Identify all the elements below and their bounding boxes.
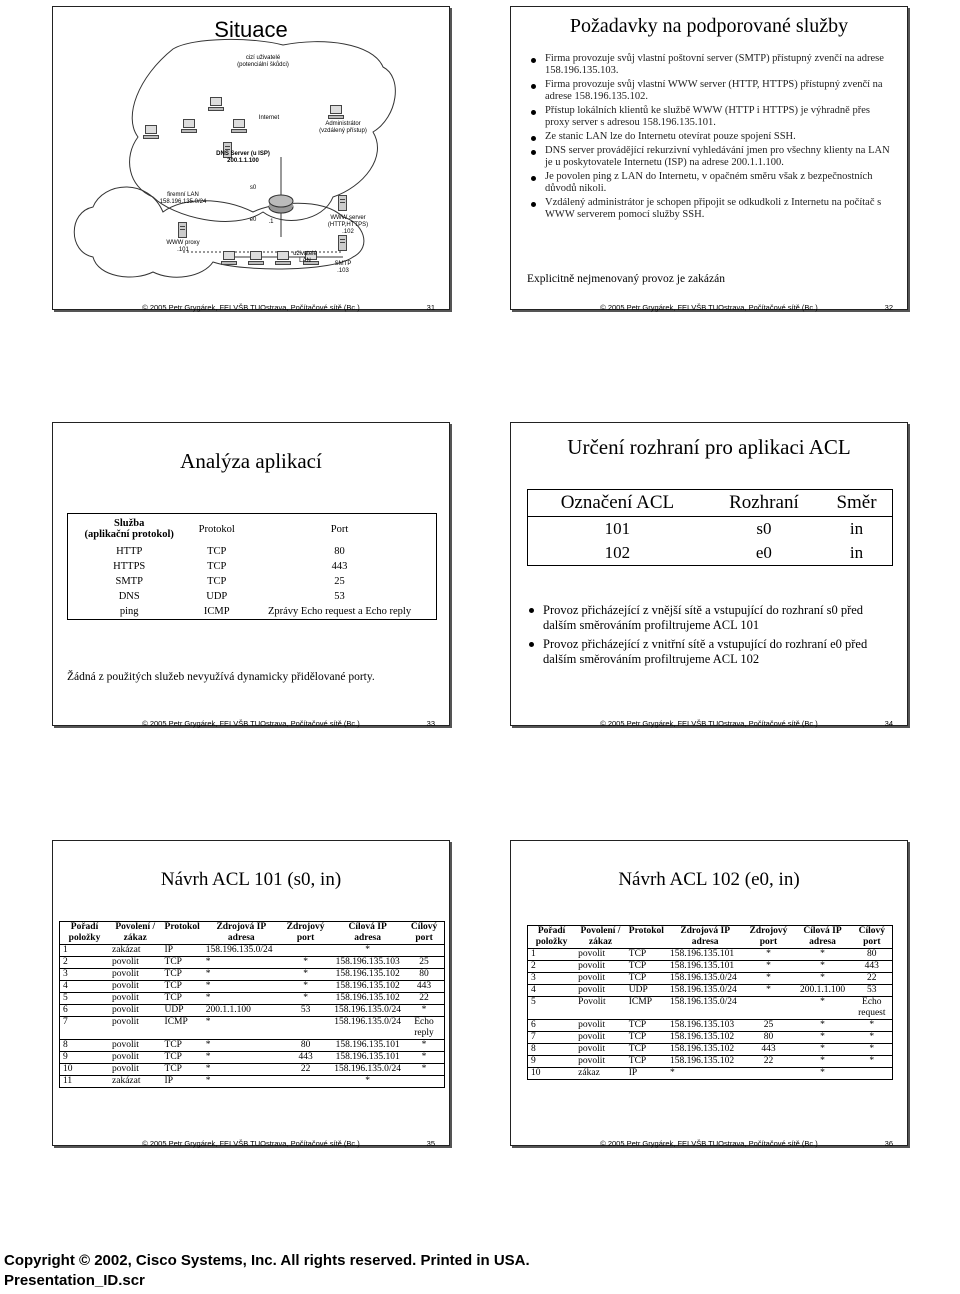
label-dns: DNS Server (u ISP) 200.1.1.100 xyxy=(216,151,270,164)
table-cell: 25 xyxy=(419,957,429,967)
slide-title: Návrh ACL 102 (e0, in) xyxy=(618,869,800,890)
table-cell: povolit xyxy=(112,993,139,1003)
table-cell: 158.196.135.102 xyxy=(335,993,400,1003)
label-e0: e0 xyxy=(249,217,257,223)
table-cell: 1 xyxy=(531,949,536,959)
computer-icon xyxy=(143,125,159,139)
table-cell: HTTP xyxy=(116,546,143,557)
table-row xyxy=(528,1068,893,1080)
slide-title: Analýza aplikací xyxy=(180,449,322,473)
label-www: WWW server (HTTP,HTTPS) .102 xyxy=(327,215,369,235)
table-cell: 8 xyxy=(531,1044,536,1054)
table-cell: 443 xyxy=(298,1052,313,1062)
smtp-server-icon xyxy=(338,235,347,251)
table-cell: IP xyxy=(164,1076,173,1086)
table-row xyxy=(528,1056,893,1068)
column-header: Cílová IP adresa xyxy=(331,922,404,945)
table-cell: UDP xyxy=(206,591,228,602)
table-cell: 10 xyxy=(63,1064,73,1074)
table-cell: TCP xyxy=(164,1064,182,1074)
table-cell: * xyxy=(205,969,211,979)
table-cell: 158.196.135.102 xyxy=(335,969,400,979)
table-cell: 158.196.135.0/24 xyxy=(334,1064,402,1074)
requirements-list xyxy=(529,53,895,223)
slide-number: 35 xyxy=(426,1139,435,1148)
table-cell: * xyxy=(205,957,211,967)
column-header: Port xyxy=(330,523,349,535)
table-cell: povolit xyxy=(578,1032,606,1042)
table-cell: TCP xyxy=(207,576,227,587)
slide-35 xyxy=(52,840,450,1146)
table-cell: 158.196.135.0/24 xyxy=(205,945,273,955)
table-cell: ICMP xyxy=(203,606,230,617)
acl-101-table xyxy=(59,921,445,1088)
computer-icon xyxy=(328,105,344,119)
table-cell: * xyxy=(869,1020,875,1030)
bullet-item: Firma provozuje svůj vlastní WWW server (HTTP, HTTPS) přístupný zvenčí na adrese 158.196.135.102. xyxy=(529,79,895,103)
table-row xyxy=(68,604,437,620)
computer-icon xyxy=(208,97,224,111)
table-cell: 80 xyxy=(334,546,345,557)
network-diagram xyxy=(53,37,451,307)
table-cell: TCP xyxy=(164,993,182,1003)
table-cell: * xyxy=(820,1032,825,1042)
computer-icon xyxy=(221,251,237,265)
table-row xyxy=(68,589,437,604)
table-row xyxy=(528,517,893,542)
footer-copyright: © 2005 Petr Grygárek, FEI VŠB TUOstrava, Počítačové sítě (Bc.) xyxy=(600,719,818,728)
table-cell: * xyxy=(303,981,308,991)
dynamic-ports-note: Žádná z použitých služeb nevyužívá dynamicky přidělované porty. xyxy=(67,671,375,683)
column-header: Pořadí položky xyxy=(528,926,576,949)
table-cell: povolit xyxy=(578,973,606,983)
table-cell: povolit xyxy=(112,1017,139,1027)
table-cell: TCP xyxy=(628,961,647,971)
slide-number: 32 xyxy=(884,303,893,312)
table-cell: * xyxy=(869,1056,875,1066)
table-cell: 5 xyxy=(63,993,68,1003)
table-cell: 22 xyxy=(300,1064,311,1074)
table-cell: 9 xyxy=(531,1056,536,1066)
slide-31 xyxy=(52,6,450,310)
table-cell: in xyxy=(849,543,864,562)
table-cell: * xyxy=(205,1064,211,1074)
table-row xyxy=(60,969,445,981)
column-header: Povolení / zákaz xyxy=(109,922,162,945)
table-row xyxy=(60,1005,445,1017)
table-cell: * xyxy=(766,985,771,995)
bullet-item: Přístup lokálních klientů ke službě WWW (HTTP i HTTPS) je výhradně přes proxy server s adresou 158.196.135.101. xyxy=(529,105,895,129)
table-cell: povolit xyxy=(578,1044,606,1054)
table-cell: HTTPS xyxy=(113,561,146,572)
table-cell: 2 xyxy=(531,961,536,971)
column-header: Zdrojová IP adresa xyxy=(203,922,280,945)
table-cell: * xyxy=(205,981,211,991)
label-proxy: WWW proxy .101 xyxy=(166,240,200,253)
table-cell: povolit xyxy=(578,961,606,971)
footer-copyright: © 2005 Petr Grygárek, FEI VŠB TUOstrava, Počítačové sítě (Bc.) xyxy=(142,719,360,728)
table-cell xyxy=(743,1068,793,1080)
table-cell: povolit xyxy=(578,1020,606,1030)
table-cell: povolit xyxy=(112,1005,139,1015)
application-table xyxy=(67,513,437,620)
table-cell: 25 xyxy=(334,576,345,587)
slide-title: Situace xyxy=(214,17,288,42)
table-cell: in xyxy=(849,519,864,538)
slide-title: Požadavky na podporované služby xyxy=(569,15,849,37)
label-admin: Administrátor (vzdálený přístup) xyxy=(319,121,367,134)
table-cell: povolit xyxy=(112,1040,139,1050)
table-cell: TCP xyxy=(628,949,647,959)
table-cell: * xyxy=(421,1005,427,1015)
table-cell: * xyxy=(669,1068,675,1078)
table-row xyxy=(68,544,437,559)
table-cell: UDP xyxy=(628,985,648,995)
bullet-item: Provoz přicházející z vnější sítě a vstupující do rozhraní s0 před dalším směrováním profiltrujeme ACL 101 xyxy=(527,603,895,633)
table-cell: * xyxy=(766,973,771,983)
table-cell: TCP xyxy=(164,957,182,967)
table-cell: TCP xyxy=(207,561,227,572)
table-cell: * xyxy=(766,949,771,959)
table-row xyxy=(60,1017,445,1040)
label-cizi: cizí uživatelé (potenciální škůdci) xyxy=(237,55,289,68)
table-cell xyxy=(852,1068,893,1080)
table-cell: 11 xyxy=(63,1076,73,1086)
table-cell: 101 xyxy=(604,519,631,538)
table-row xyxy=(60,945,445,957)
www-server-icon xyxy=(338,195,347,211)
table-row xyxy=(60,1076,445,1088)
computer-icon xyxy=(231,119,247,133)
slide-number: 33 xyxy=(426,719,435,728)
table-cell: * xyxy=(421,1040,427,1050)
table-cell: 158.196.135.103 xyxy=(669,1020,735,1030)
table-cell: 443 xyxy=(864,961,879,971)
table-cell: 158.196.135.103 xyxy=(335,957,400,967)
label-dot1: .1 xyxy=(268,219,274,225)
table-cell: * xyxy=(205,1040,211,1050)
slide-34 xyxy=(510,422,908,726)
table-row xyxy=(68,574,437,589)
table-cell: e0 xyxy=(755,543,772,562)
slide-title: Návrh ACL 101 (s0, in) xyxy=(160,869,342,890)
table-cell: povolit xyxy=(112,1052,139,1062)
table-row xyxy=(68,559,437,574)
table-cell: povolit xyxy=(578,949,606,959)
table-cell: 158.196.135.0/24 xyxy=(334,1017,402,1027)
table-cell: TCP xyxy=(164,1040,182,1050)
table-cell: 102 xyxy=(604,543,631,562)
table-cell: 158.196.135.102 xyxy=(669,1032,735,1042)
table-row xyxy=(60,1064,445,1076)
bullet-item: Provoz přicházející z vnitřní sítě a vstupující do rozhraní e0 před dalším směrováním profiltrujeme ACL 102 xyxy=(527,637,895,667)
table-row xyxy=(60,957,445,969)
table-cell: 4 xyxy=(63,981,68,991)
table-row xyxy=(528,985,893,997)
table-cell: * xyxy=(205,1052,211,1062)
table-cell: TCP xyxy=(628,973,647,983)
table-cell: * xyxy=(205,1076,211,1086)
table-cell: povolit xyxy=(578,1056,606,1066)
acl-102-table xyxy=(527,925,893,1080)
table-row xyxy=(528,949,893,961)
table-row xyxy=(528,973,893,985)
table-cell: 3 xyxy=(63,969,68,979)
table-row xyxy=(528,997,893,1020)
computer-icon xyxy=(248,251,264,265)
table-cell: * xyxy=(820,961,825,971)
column-header: Zdrojová IP adresa xyxy=(667,926,743,949)
table-row xyxy=(60,993,445,1005)
table-cell: * xyxy=(820,973,825,983)
table-cell: TCP xyxy=(207,546,227,557)
slide-number: 31 xyxy=(426,303,435,312)
table-row xyxy=(528,1020,893,1032)
table-cell: IP xyxy=(164,945,173,955)
table-cell: * xyxy=(869,1032,875,1042)
table-cell: povolit xyxy=(112,957,139,967)
bullet-item: Firma provozuje svůj vlastní poštovní server (SMTP) přístupný zvenčí na adrese 158.196.135.103. xyxy=(529,53,895,77)
label-s0: s0 xyxy=(249,185,257,191)
table-cell xyxy=(280,945,331,957)
table-cell: TCP xyxy=(164,1052,182,1062)
table-cell: TCP xyxy=(628,1056,647,1066)
table-cell: * xyxy=(421,1064,427,1074)
computer-icon xyxy=(181,119,197,133)
table-cell: 6 xyxy=(531,1020,536,1030)
table-cell xyxy=(280,1017,331,1040)
table-cell: 10 xyxy=(531,1068,541,1078)
column-header: Rozhraní xyxy=(707,490,821,517)
table-row xyxy=(60,981,445,993)
slide-36 xyxy=(510,840,908,1146)
table-cell: 25 xyxy=(763,1020,774,1030)
bullet-item: Je povolen ping z LAN do Internetu, v opačném směru však z bezpečnostních důvodů nikoli. xyxy=(529,171,895,195)
table-cell: 200.1.1.100 xyxy=(799,985,846,995)
table-cell: 22 xyxy=(763,1056,774,1066)
table-cell: Echo request xyxy=(858,997,886,1018)
table-cell: 200.1.1.100 xyxy=(205,1005,251,1015)
table-row xyxy=(528,541,893,566)
table-cell: 53 xyxy=(334,591,345,602)
table-cell: 4 xyxy=(531,985,536,995)
slide-33 xyxy=(52,422,450,726)
table-cell: SMTP xyxy=(115,576,143,587)
label-uzivatele: uživatelé LAN xyxy=(293,251,317,264)
column-header: Povolení / zákaz xyxy=(575,926,626,949)
table-cell: povolit xyxy=(112,1064,139,1074)
table-cell: zakázat xyxy=(112,945,141,955)
table-row xyxy=(528,1044,893,1056)
label-firemni: firemní LAN 158.196.135.0/24 xyxy=(159,192,207,205)
slide-title: Určení rozhraní pro aplikaci ACL xyxy=(567,435,851,459)
table-cell: * xyxy=(205,1017,211,1027)
table-cell: ping xyxy=(119,606,139,617)
implicit-deny-note: Explicitně nejmenovaný provoz je zakázán xyxy=(527,273,725,285)
table-cell: 443 xyxy=(761,1044,776,1054)
column-header: Protokol xyxy=(198,523,235,535)
table-cell: 158.196.135.0/24 xyxy=(669,997,737,1007)
table-cell: 5 xyxy=(531,997,536,1007)
table-cell: * xyxy=(820,997,825,1007)
table-cell: 158.196.135.102 xyxy=(669,1056,735,1066)
column-header: Cílový port xyxy=(852,926,893,949)
interface-notes xyxy=(527,603,895,671)
table-cell: TCP xyxy=(628,1044,647,1054)
table-cell: TCP xyxy=(628,1020,647,1030)
table-cell: povolit xyxy=(112,969,139,979)
column-header: Cílový port xyxy=(404,922,444,945)
column-header: Cílová IP adresa xyxy=(794,926,852,949)
table-cell: * xyxy=(869,1044,875,1054)
table-cell: 158.196.135.0/24 xyxy=(669,973,737,983)
table-cell: * xyxy=(766,961,771,971)
table-cell: 22 xyxy=(867,973,877,983)
table-cell xyxy=(404,1076,444,1088)
table-cell: 80 xyxy=(763,1032,774,1042)
table-cell xyxy=(743,997,793,1020)
table-row xyxy=(528,1032,893,1044)
column-header: Označení ACL xyxy=(528,490,707,517)
table-cell: ICMP xyxy=(164,1017,188,1027)
column-header: Zdrojový port xyxy=(743,926,793,949)
table-cell: Echo reply xyxy=(414,1017,434,1038)
table-cell: * xyxy=(820,1020,825,1030)
slide-number: 34 xyxy=(884,719,893,728)
footer-copyright: © 2005 Petr Grygárek, FEI VŠB TUOstrava, Počítačové sítě (Bc.) xyxy=(142,303,360,312)
slide-number: 36 xyxy=(884,1139,893,1148)
footer-copyright: © 2005 Petr Grygárek, FEI VŠB TUOstrava, Počítačové sítě (Bc.) xyxy=(600,303,818,312)
table-row xyxy=(60,1040,445,1052)
table-cell: 80 xyxy=(419,969,429,979)
footer-copyright: © 2005 Petr Grygárek, FEI VŠB TUOstrava, Počítačové sítě (Bc.) xyxy=(142,1139,360,1148)
table-cell: 3 xyxy=(531,973,536,983)
footer-copyright: © 2005 Petr Grygárek, FEI VŠB TUOstrava, Počítačové sítě (Bc.) xyxy=(600,1139,818,1148)
table-cell: zakázat xyxy=(112,1076,141,1086)
bullet-item: Ze stanic LAN lze do Internetu otevírat pouze spojení SSH. xyxy=(529,131,895,143)
table-cell: TCP xyxy=(164,969,182,979)
table-cell: 158.196.135.0/24 xyxy=(334,1005,402,1015)
table-cell: DNS xyxy=(118,591,140,602)
interface-table xyxy=(527,489,893,566)
table-cell: s0 xyxy=(756,519,772,538)
table-cell: zákaz xyxy=(578,1068,600,1078)
table-cell: * xyxy=(365,945,371,955)
table-cell: ICMP xyxy=(628,997,652,1007)
table-cell: 1 xyxy=(63,945,68,955)
column-header: Zdrojový port xyxy=(280,922,331,945)
table-cell: * xyxy=(303,993,308,1003)
bullet-item: Vzdálený administrátor je schopen připojit se odkudkoli z Internetu na počítač s WWW serverem pomocí služby SSH. xyxy=(529,197,895,221)
table-cell: 158.196.135.101 xyxy=(335,1052,400,1062)
table-cell: * xyxy=(820,1044,825,1054)
table-cell: 158.196.135.101 xyxy=(335,1040,400,1050)
table-cell: * xyxy=(820,949,825,959)
table-cell: Povolit xyxy=(578,997,606,1007)
table-cell: povolit xyxy=(578,985,606,995)
table-cell: 158.196.135.0/24 xyxy=(669,985,737,995)
table-cell xyxy=(404,945,444,957)
table-cell: * xyxy=(820,1056,825,1066)
table-cell: * xyxy=(820,1068,825,1078)
table-cell: 158.196.135.102 xyxy=(335,981,400,991)
table-cell: 158.196.135.102 xyxy=(669,1044,735,1054)
label-smtp: SMTP .103 xyxy=(334,261,352,274)
table-cell: 9 xyxy=(63,1052,68,1062)
table-cell: * xyxy=(205,993,211,1003)
table-cell xyxy=(280,1076,331,1088)
table-cell: * xyxy=(421,1052,427,1062)
column-header: Směr xyxy=(821,490,893,517)
table-cell: 53 xyxy=(300,1005,311,1015)
table-cell: 443 xyxy=(331,561,348,572)
label-internet: Internet xyxy=(258,115,280,121)
table-cell: 2 xyxy=(63,957,68,967)
table-row xyxy=(60,1052,445,1064)
table-cell: 22 xyxy=(419,993,429,1003)
table-cell: 7 xyxy=(63,1017,68,1027)
table-cell: 7 xyxy=(531,1032,536,1042)
table-cell: UDP xyxy=(164,1005,184,1015)
column-header: Protokol xyxy=(162,922,203,945)
table-cell: 80 xyxy=(867,949,877,959)
column-header: Služba (aplikační protokol) xyxy=(84,518,174,540)
bullet-item: DNS server provádějící rekurzivní vyhledávání jmen pro všechny klienty na LAN je u poskytovatele Internetu (ISP) na adrese 200.1.1.100. xyxy=(529,145,895,169)
table-cell: 158.196.135.101 xyxy=(669,949,735,959)
table-cell: 6 xyxy=(63,1005,68,1015)
table-cell: * xyxy=(303,957,308,967)
table-cell: povolit xyxy=(112,981,139,991)
presentation-id: Presentation_ID.scr xyxy=(4,1272,145,1289)
table-cell: 443 xyxy=(416,981,432,991)
column-header: Protokol xyxy=(626,926,667,949)
table-cell: TCP xyxy=(628,1032,647,1042)
table-cell: 158.196.135.101 xyxy=(669,961,735,971)
table-cell: Zprávy Echo request a Echo reply xyxy=(267,606,412,617)
page-copyright: Copyright © 2002, Cisco Systems, Inc. All rights reserved. Printed in USA. xyxy=(4,1252,530,1269)
table-cell: 53 xyxy=(867,985,877,995)
table-cell: * xyxy=(303,969,308,979)
table-cell: 80 xyxy=(300,1040,311,1050)
column-header: Pořadí položky xyxy=(60,922,110,945)
slide-32 xyxy=(510,6,908,310)
table-cell: 8 xyxy=(63,1040,68,1050)
proxy-server-icon xyxy=(178,222,187,238)
table-cell: IP xyxy=(628,1068,638,1078)
table-cell: * xyxy=(365,1076,371,1086)
table-cell: TCP xyxy=(164,981,182,991)
table-row xyxy=(528,961,893,973)
